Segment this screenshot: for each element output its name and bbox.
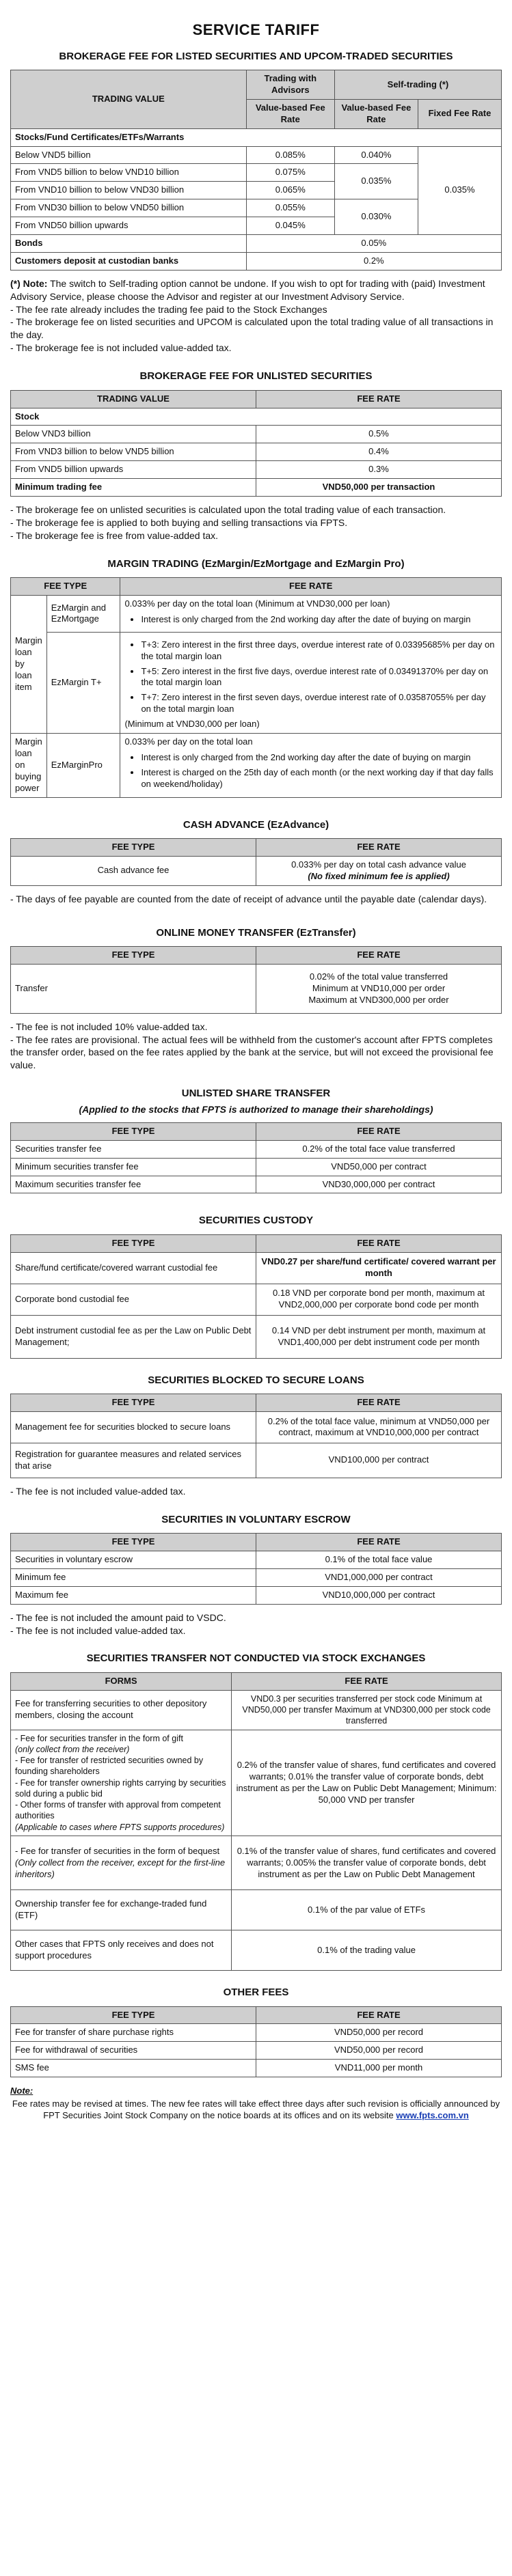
- note-line: - The fee is not included value-added tax.: [10, 1485, 186, 1497]
- form-line: (Applicable to cases where FPTS supports procedures): [15, 1822, 225, 1832]
- table-row: [11, 1730, 502, 1836]
- footer-note-text: [10, 2099, 502, 2122]
- row-label: Maximum fee: [11, 1586, 256, 1604]
- table-row: [11, 632, 502, 733]
- row-label: [11, 1836, 232, 1890]
- website-link[interactable]: www.fpts.com.vn: [396, 2109, 469, 2120]
- header-fee-rate: FEE RATE: [256, 839, 502, 857]
- unlisted-transfer-table: [10, 1122, 502, 1194]
- table-row: [11, 1412, 502, 1443]
- note-line: - The brokerage fee is free from value-added tax.: [10, 529, 219, 541]
- table-row: [11, 1140, 502, 1158]
- row-label: From VND10 billion to below VND30 billion: [11, 182, 247, 199]
- table-row: [11, 734, 502, 797]
- section-title-other: OTHER FEES: [223, 1986, 289, 1999]
- self-rate: 0.030%: [334, 199, 418, 235]
- product-ezmargin-t: EzMargin T+: [46, 632, 120, 733]
- header-trading-value: TRADING VALUE: [11, 70, 247, 129]
- note-line: - The fee rate already includes the trading fee paid to the Stock Exchanges: [10, 303, 327, 315]
- row-rate: 0.18 VND per corporate bond per month, maximum at VND2,000,000 per corporate bond code per month: [256, 1284, 502, 1315]
- header-fee-rate: FEE RATE: [256, 1394, 502, 1412]
- fixed-rate: 0.035%: [418, 146, 501, 234]
- form-line: - Fee for securities transfer in the form of gift: [15, 1733, 183, 1743]
- row-rate: VND0.27 per share/fund certificate/ covered warrant per month: [256, 1252, 502, 1284]
- row-rate: 0.14 VND per debt instrument per month, maximum at VND1,400,000 per debt instrument code per month: [256, 1315, 502, 1358]
- self-trading-note: [10, 277, 502, 303]
- min-fee-label: Minimum trading fee: [11, 479, 256, 497]
- row-label: Below VND3 billion: [11, 426, 256, 443]
- table-row: [11, 1176, 502, 1193]
- row-rate: VND50,000 per contract: [256, 1158, 502, 1176]
- table-row: [11, 443, 502, 461]
- header-fee-type: FEE TYPE: [11, 1122, 256, 1140]
- row-rate: 0.1% of the trading value: [232, 1930, 502, 1971]
- row-label: SMS fee: [11, 2060, 256, 2077]
- footer-note-label: Note:: [10, 2086, 33, 2096]
- table-row: [11, 2024, 502, 2042]
- row-label: Corporate bond custodial fee: [11, 1284, 256, 1315]
- deposit-rate: 0.2%: [246, 252, 501, 270]
- table-row: [11, 1586, 502, 1604]
- product-ezmarginpro: EzMarginPro: [46, 734, 120, 797]
- row-label: Other cases that FPTS only receives and does not support procedures: [11, 1930, 232, 1971]
- ezmargin-t-bullet: • T+3: Zero interest in the first three days, overdue interest rate of 0.03395685% per day on the total margin loan: [141, 639, 497, 663]
- ezmargin-t-rate: [120, 632, 502, 733]
- transfer-label: Transfer: [11, 964, 256, 1013]
- rate-line: 0.02% of the total value transferred: [309, 971, 448, 982]
- section-title-non-exchange: SECURITIES TRANSFER NOT CONDUCTED VIA STOCK EXCHANGES: [86, 1652, 426, 1665]
- row-rate: 0.2% of the transfer value of shares, fund certificates and covered warrants; 0.01% the transfer value of corporate bonds, debt instrument as per the Law on Public Debt Management; Minimum: 50,000 VND per transfer: [232, 1730, 502, 1836]
- transfer-rate: [256, 964, 502, 1013]
- section-title-cash-advance: CASH ADVANCE (EzAdvance): [183, 818, 329, 831]
- header-value-based-self: Value-based Fee Rate: [334, 99, 418, 128]
- ezmarginpro-bullet: • Interest is charged on the 25th day of each month (or the next working day if that day falls on weekend/holiday): [141, 767, 497, 790]
- row-rate: 0.5%: [256, 426, 502, 443]
- advisor-rate: 0.085%: [246, 146, 334, 164]
- table-row: [11, 1315, 502, 1358]
- header-fee-type: FEE TYPE: [11, 2006, 256, 2024]
- bonds-label: Bonds: [11, 235, 247, 253]
- header-fee-type: FEE TYPE: [11, 1394, 256, 1412]
- table-row: [11, 1930, 502, 1971]
- note-line: - The brokerage fee on listed securities and UPCOM is calculated upon the total trading value of all transactions in the day.: [10, 316, 494, 341]
- rate-line: 0.033% per day on total cash advance value: [291, 859, 466, 870]
- table-row: [11, 2042, 502, 2060]
- form-line: - Fee for transfer of securities in the form of bequest: [15, 1845, 220, 1856]
- section-title-brokerage-unlisted: BROKERAGE FEE FOR UNLISTED SECURITIES: [139, 370, 373, 383]
- ezmargin-bullet: • Interest is only charged from the 2nd working day after the date of buying on margin: [141, 614, 497, 626]
- note-line: - The days of fee payable are counted from the date of receipt of advance until the payable date (calendar days).: [10, 893, 487, 904]
- table-row: [11, 1284, 502, 1315]
- row-label: Minimum fee: [11, 1568, 256, 1586]
- product-ezmargin: EzMargin and EzMortgage: [46, 596, 120, 633]
- ezmargin-rate: [120, 596, 502, 633]
- advisor-rate: 0.055%: [246, 199, 334, 217]
- header-fee-rate: FEE RATE: [256, 1122, 502, 1140]
- form-line: - Fee for transfer of restricted securities owned by founding shareholders: [15, 1756, 204, 1777]
- table-row: [11, 1568, 502, 1586]
- row-label: Securities transfer fee: [11, 1140, 256, 1158]
- deposit-label: Customers deposit at custodian banks: [11, 252, 247, 270]
- section-title-escrow: SECURITIES IN VOLUNTARY ESCROW: [161, 1513, 351, 1525]
- rate-line: Maximum at VND300,000 per order: [308, 994, 449, 1005]
- header-fee-rate: FEE RATE: [120, 578, 502, 596]
- row-label: Fee for withdrawal of securities: [11, 2042, 256, 2060]
- note-label: (*) Note:: [10, 277, 48, 289]
- row-label: From VND5 billion upwards: [11, 461, 256, 479]
- table-row: [11, 2060, 502, 2077]
- header-fee-rate: FEE RATE: [256, 1234, 502, 1252]
- section-title-custody: SECURITIES CUSTODY: [198, 1215, 314, 1227]
- table-row: [11, 146, 502, 164]
- ezmargin-t-min: (Minimum at VND30,000 per loan): [124, 719, 260, 730]
- group-loan-item: Margin loan by loan item: [11, 596, 47, 734]
- row-label: From VND3 billion to below VND5 billion: [11, 443, 256, 461]
- row-label: [11, 1730, 232, 1836]
- row-label: Share/fund certificate/covered warrant custodial fee: [11, 1252, 256, 1284]
- cash-advance-notes: [10, 893, 502, 906]
- ezmargin-t-bullet: • T+7: Zero interest in the first seven days, overdue interest rate of 0.03587055% per day on the total margin loan: [141, 692, 497, 715]
- row-label: Ownership transfer fee for exchange-traded fund (ETF): [11, 1890, 232, 1930]
- note-line: - The brokerage fee is applied to both buying and selling transactions via FPTS.: [10, 516, 348, 528]
- money-transfer-table: [10, 946, 502, 1014]
- header-value-based: Value-based Fee Rate: [246, 99, 334, 128]
- advisor-rate: 0.065%: [246, 182, 334, 199]
- row-label: Fee for transfer of share purchase rights: [11, 2024, 256, 2042]
- header-trading-value: TRADING VALUE: [11, 390, 256, 408]
- note-line: - The brokerage fee is not included value-added tax.: [10, 342, 232, 354]
- row-label: Registration for guarantee measures and related services that arise: [11, 1443, 256, 1478]
- header-fee-rate: FEE RATE: [256, 2006, 502, 2024]
- escrow-table: [10, 1533, 502, 1605]
- row-rate: 0.3%: [256, 461, 502, 479]
- row-label: Securities in voluntary escrow: [11, 1551, 256, 1568]
- group-buying-power: Margin loan on buying power: [11, 734, 47, 797]
- note-text: The switch to Self-trading option cannot be undone. If you wish to opt for trading with (paid) Investment Advisory Service, please choose the Advisor and register at our Investment Advisory Service.: [10, 277, 485, 302]
- row-rate: 0.1% of the total face value: [256, 1551, 502, 1568]
- cash-advance-rate: [256, 856, 502, 885]
- advisor-rate: 0.045%: [246, 217, 334, 235]
- header-forms: FORMS: [11, 1672, 232, 1690]
- brokerage-unlisted-table: [10, 390, 502, 497]
- footer-note: [10, 2086, 502, 2122]
- header-fixed: Fixed Fee Rate: [418, 99, 501, 128]
- min-fee-value: VND50,000 per transaction: [256, 479, 502, 497]
- table-row: [11, 1158, 502, 1176]
- header-fee-rate: FEE RATE: [256, 947, 502, 965]
- section-title-unlisted-transfer: UNLISTED SHARE TRANSFER: [181, 1088, 331, 1100]
- unlisted-transfer-subtitle: (Applied to the stocks that FPTS is authorized to manage their shareholdings): [79, 1103, 433, 1115]
- form-line: - Fee for transfer ownership rights carrying by securities sold during a public bid: [15, 1777, 226, 1799]
- row-label: Fee for transferring securities to other depository members, closing the account: [11, 1690, 232, 1730]
- page-title: SERVICE TARIFF: [192, 21, 320, 38]
- table-row: [11, 235, 502, 253]
- row-label: Maximum securities transfer fee: [11, 1176, 256, 1193]
- row-rate: 0.2% of the total face value, minimum at VND50,000 per contract, maximum at VND10,000,000 per contract: [256, 1412, 502, 1443]
- table-row: [11, 856, 502, 885]
- row-rate: 0.1% of the transfer value of shares, fund certificates and covered warrants; 0.005% the transfer value of corporate bonds, debt instrument as per the Law on Public Debt Management: [232, 1836, 502, 1890]
- form-line: (only collect from the receiver): [15, 1744, 130, 1754]
- header-fee-rate: FEE RATE: [232, 1672, 502, 1690]
- ezmargin-rate-head: 0.033% per day on the total loan (Minimum at VND30,000 per loan): [124, 598, 390, 609]
- table-row: [11, 1836, 502, 1890]
- note-line: - The brokerage fee on unlisted securities is calculated upon the total trading value of each transaction.: [10, 503, 446, 515]
- bonds-rate: 0.05%: [246, 235, 501, 253]
- brokerage-listed-notes: [10, 277, 502, 355]
- row-rate: VND1,000,000 per contract: [256, 1568, 502, 1586]
- table-row: [11, 596, 502, 633]
- form-line: (Only collect from the receiver, except for the first-line inheritors): [15, 1857, 226, 1879]
- row-label: From VND5 billion to below VND10 billion: [11, 164, 247, 182]
- section-title-blocked: SECURITIES BLOCKED TO SECURE LOANS: [148, 1374, 364, 1386]
- note-line: - The fee is not included value-added tax.: [10, 1624, 186, 1636]
- note-line: - The fee rates are provisional. The actual fees will be withheld from the customer's account after FPTS completes the transfer order, based on the fee rates applied by the bank at the service, but will not exceed the provisional fee value.: [10, 1034, 494, 1071]
- row-label: From VND50 billion upwards: [11, 217, 247, 235]
- row-rate: VND30,000,000 per contract: [256, 1176, 502, 1193]
- note-line: - The fee is not included the amount paid to VSDC.: [10, 1611, 226, 1623]
- blocked-notes: [10, 1485, 502, 1498]
- escrow-notes: [10, 1611, 502, 1637]
- header-fee-type: FEE TYPE: [11, 578, 120, 596]
- rate-line: (No fixed minimum fee is applied): [308, 870, 450, 881]
- money-transfer-notes: [10, 1021, 502, 1072]
- table-row: [11, 1890, 502, 1930]
- self-rate: 0.040%: [334, 146, 418, 164]
- row-rate: VND11,000 per month: [256, 2060, 502, 2077]
- row-rate: VND50,000 per record: [256, 2042, 502, 2060]
- brokerage-unlisted-notes: [10, 503, 502, 542]
- section-title-margin: MARGIN TRADING (EzMargin/EzMortgage and EzMargin Pro): [107, 557, 405, 570]
- row-rate: VND50,000 per record: [256, 2024, 502, 2042]
- header-fee-type: FEE TYPE: [11, 839, 256, 857]
- header-fee-type: FEE TYPE: [11, 947, 256, 965]
- ezmarginpro-bullet: • Interest is only charged from the 2nd working day after the date of buying on margin: [141, 752, 497, 764]
- table-row: [11, 426, 502, 443]
- custody-table: [10, 1234, 502, 1359]
- ezmarginpro-rate-head: 0.033% per day on the total loan: [124, 736, 253, 747]
- row-label: From VND30 billion to below VND50 billion: [11, 199, 247, 217]
- table-row: [11, 964, 502, 1013]
- row-label: Management fee for securities blocked to secure loans: [11, 1412, 256, 1443]
- table-row: [11, 1551, 502, 1568]
- row-rate: 0.1% of the par value of ETFs: [232, 1890, 502, 1930]
- brokerage-listed-table: [10, 70, 502, 271]
- header-self-trading: Self-trading (*): [334, 70, 501, 100]
- advisor-rate: 0.075%: [246, 164, 334, 182]
- row-label: Debt instrument custodial fee as per the Law on Public Debt Management;: [11, 1315, 256, 1358]
- table-row: [11, 479, 502, 497]
- ezmarginpro-rate: [120, 734, 502, 797]
- footer-text: Fee rates may be revised at times. The new fee rates will take effect three days after such revision is officially announced by FPT Securities Joint Stock Company on the notice boards at its offices and on its website: [12, 2098, 500, 2120]
- header-fee-type: FEE TYPE: [11, 1234, 256, 1252]
- section-title-brokerage-listed: BROKERAGE FEE FOR LISTED SECURITIES AND UPCOM-TRADED SECURITIES: [59, 50, 453, 62]
- row-rate: VND10,000,000 per contract: [256, 1586, 502, 1604]
- row-label: Below VND5 billion: [11, 146, 247, 164]
- row-rate: VND0.3 per securities transferred per stock code Minimum at VND50,000 per transfer Maximum at VND300,000 per stock code transferred: [232, 1690, 502, 1730]
- other-fees-table: [10, 2006, 502, 2078]
- cash-advance-table: [10, 838, 502, 886]
- non-exchange-table: [10, 1672, 502, 1971]
- self-rate: 0.035%: [334, 164, 418, 199]
- ezmargin-t-bullet: • T+5: Zero interest in the first five days, overdue interest rate of 0.03491370% per day on the total margin loan: [141, 666, 497, 689]
- header-advisors: Trading with Advisors: [246, 70, 334, 100]
- row-rate: 0.2% of the total face value transferred: [256, 1140, 502, 1158]
- row-rate: VND100,000 per contract: [256, 1443, 502, 1478]
- row-label: Minimum securities transfer fee: [11, 1158, 256, 1176]
- table-row: [11, 1252, 502, 1284]
- group-stock-label: Stock: [11, 408, 502, 426]
- group-stocks-label: Stocks/Fund Certificates/ETFs/Warrants: [11, 128, 502, 146]
- note-line: - The fee is not included 10% value-added tax.: [10, 1021, 208, 1032]
- header-fee-type: FEE TYPE: [11, 1534, 256, 1551]
- header-fee-rate: FEE RATE: [256, 390, 502, 408]
- table-row: [11, 252, 502, 270]
- section-title-money-transfer: ONLINE MONEY TRANSFER (EzTransfer): [156, 926, 356, 939]
- form-line: - Other forms of transfer with approval from competent authorities: [15, 1800, 221, 1821]
- blocked-table: [10, 1394, 502, 1478]
- table-row: [11, 461, 502, 479]
- margin-table: [10, 577, 502, 797]
- cash-advance-label: Cash advance fee: [11, 856, 256, 885]
- rate-line: Minimum at VND10,000 per order: [312, 982, 446, 993]
- table-row: [11, 1443, 502, 1478]
- table-row: [11, 1690, 502, 1730]
- header-fee-rate: FEE RATE: [256, 1534, 502, 1551]
- row-rate: 0.4%: [256, 443, 502, 461]
